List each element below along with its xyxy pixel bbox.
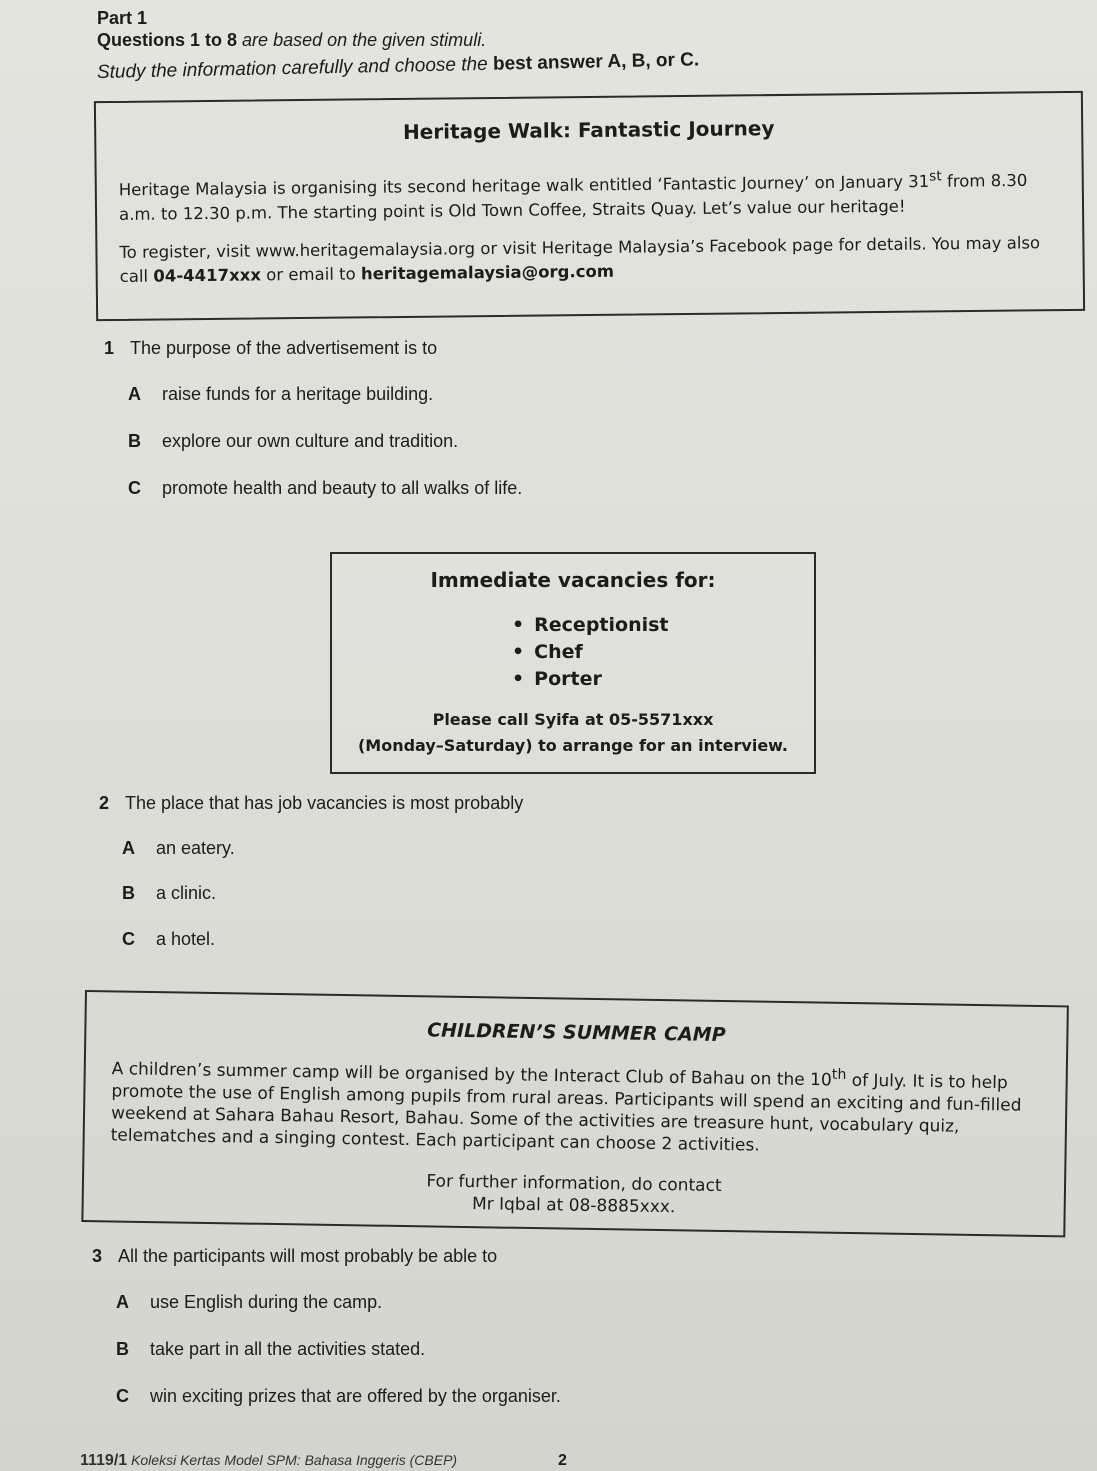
camp-paragraph: A children’s summer camp will be organised by the Interact Club of Bahau on the 10th of July. It is to help promote the use of English among pupils from rural areas. Participants will spend an exciting and fun-filled weekend at Sahara Bahau Resort, Bahau. Some of the activities are treasure hunt, vocabulary quiz, telematches and a singing contest. Each participant can choose 2 activities. [110, 1059, 1022, 1156]
question-1: 1 The purpose of the advertisement is to [104, 338, 438, 358]
vacancies-notice [330, 552, 816, 774]
footer [80, 1452, 457, 1470]
notice-title: Heritage Walk: Fantastic Journey [402, 116, 775, 144]
option-3a[interactable]: A use English during the camp. [116, 1292, 383, 1312]
notice-paragraph-1: Heritage Malaysia is organising its second heritage walk entitled ‘Fantastic Journey’ on January 31st from 8.30 a.m. to 12.30 p.m. The starting point is Old Town Coffee, Straits Quay. Let’s value our heritage! [118, 168, 1028, 224]
vacancies-contact-line-2: (Monday–Saturday) to arrange for an interview. [357, 736, 788, 755]
questions-basis: are based on the given stimuli. [242, 30, 487, 50]
option-3c[interactable]: C win exciting prizes that are offered by the organiser. [116, 1386, 561, 1406]
summer-camp-notice [81, 990, 1069, 1237]
instruction [97, 49, 700, 84]
vacancies-contact-line-1: Please call Syifa at 05-5571xxx [432, 710, 714, 729]
instruction-text: Study the information carefully and choose the [96, 53, 494, 83]
camp-contact-line-2: Mr Iqbal at 08-8885xxx. [471, 1194, 676, 1218]
option-2c[interactable]: C a hotel. [122, 929, 216, 949]
vacancy-item: • Chef [512, 639, 669, 666]
vacancies-list [512, 612, 669, 693]
paper-code: 1119/1 [80, 1452, 128, 1469]
heritage-walk-notice [94, 91, 1085, 321]
vacancies-heading: Immediate vacancies for: [430, 568, 716, 592]
page-number: 2 [558, 1452, 567, 1469]
camp-heading: CHILDREN’S SUMMER CAMP [427, 1019, 726, 1047]
option-1a[interactable]: A raise funds for a heritage building. [128, 384, 434, 404]
option-1c[interactable]: C promote health and beauty to all walks of life. [128, 478, 523, 498]
option-3b[interactable]: B take part in all the activities stated. [116, 1339, 426, 1359]
option-1b[interactable]: B explore our own culture and tradition. [128, 431, 459, 451]
questions-intro [97, 30, 486, 51]
vacancy-item: • Receptionist [512, 612, 669, 639]
camp-contact-line-1: For further information, do contact [426, 1171, 722, 1197]
question-3: 3 All the participants will most probably be able to [92, 1246, 498, 1266]
notice-paragraph-2: To register, visit www.heritagemalaysia.org or visit Heritage Malaysia’s Facebook page for details. You may also call 04-4417xxx or email to heritagemalaysia@org.com [119, 233, 1041, 286]
option-2a[interactable]: A an eatery. [122, 838, 235, 858]
questions-range: Questions 1 to 8 [97, 30, 238, 50]
part-heading: Part 1 [97, 8, 148, 28]
paper-title: Koleksi Kertas Model SPM: Bahasa Inggeris (CBEP) [131, 1452, 458, 1468]
vacancy-item: • Porter [512, 666, 669, 693]
option-2b[interactable]: B a clinic. [122, 883, 217, 903]
instruction-options: best answer A, B, or C. [492, 49, 700, 75]
question-2: 2 The place that has job vacancies is most probably [99, 793, 524, 813]
